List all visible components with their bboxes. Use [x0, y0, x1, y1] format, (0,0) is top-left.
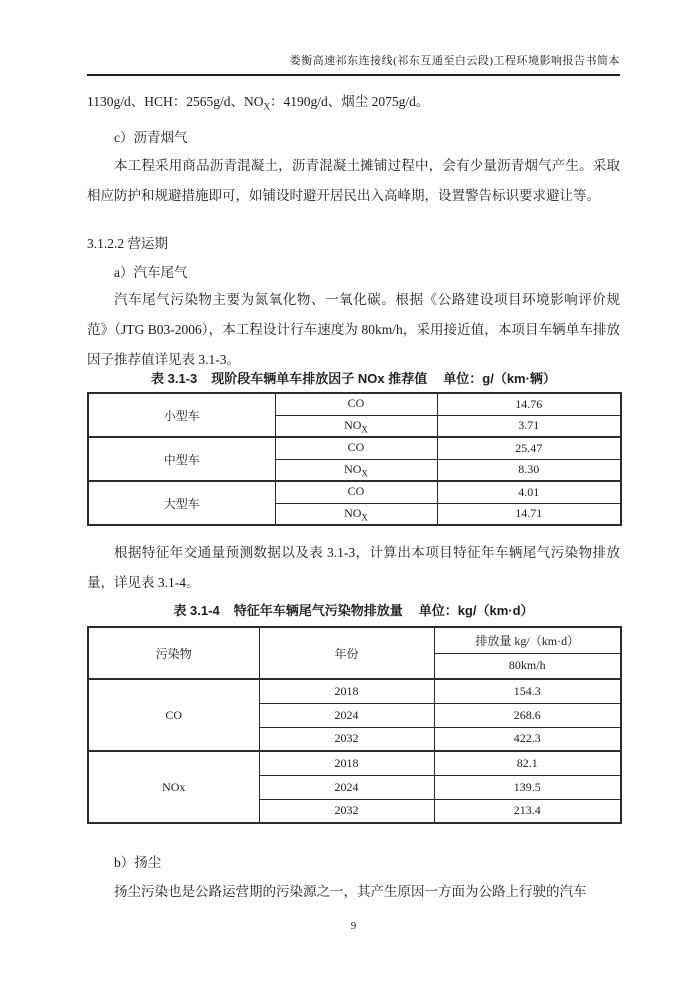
- table2-caption-label: 表 3.1-4: [173, 603, 220, 618]
- column-header-speed: 80km/h: [434, 653, 621, 679]
- pollutant-cell: [275, 415, 437, 437]
- column-header-year: 年份: [259, 627, 434, 679]
- pollutant-group-cell: NOx: [88, 751, 259, 823]
- paragraph-dust: 扬尘污染也是公路运营期的污染源之一，其产生原因一方面为公路上行驶的汽车: [114, 884, 587, 899]
- table-emission-factors: [87, 392, 622, 526]
- page-header: 娄衡高速祁东连接线(祁东互通至白云段)工程环境影响报告书简本: [289, 55, 620, 67]
- pollutant-label: NO: [344, 461, 362, 476]
- value-cell: 154.3: [434, 679, 621, 703]
- pollutant-cell: [275, 459, 437, 481]
- nox-subscript: X: [263, 101, 271, 112]
- table1-caption: [87, 368, 620, 387]
- value-cell: 25.47: [437, 437, 621, 459]
- header-rule: [87, 74, 620, 76]
- pollutant-subscript: X: [361, 511, 368, 522]
- column-header-pollutant: 污染物: [88, 627, 259, 679]
- pollutant-cell: [275, 437, 437, 459]
- year-cell: 2018: [259, 679, 434, 703]
- section-heading-3122: 3.1.2.2 营运期: [87, 236, 168, 251]
- value-cell: 139.5: [434, 775, 621, 799]
- section-heading-a: a）汽车尾气: [114, 265, 188, 280]
- year-cell: 2032: [259, 727, 434, 751]
- paragraph-calculation: 根据特征年交通量预测数据以及表 3.1-3，计算出本项目特征年车辆尾气污染物排放量，详见表 3.1-4。: [87, 545, 620, 590]
- value-cell: 14.71: [437, 503, 621, 525]
- year-cell: 2024: [259, 775, 434, 799]
- pollutant-cell: [275, 503, 437, 525]
- emission-text-post: ：4190g/d、烟尘 2075g/d。: [270, 94, 430, 109]
- column-header-emission: 排放量 kg/（km·d）: [434, 627, 621, 653]
- value-cell: 213.4: [434, 799, 621, 823]
- paragraph-vehicle-exhaust: 汽车尾气污染物主要为氮氧化物、一氧化碳。根据《公路建设项目环境影响评价规范》（JTG B03-2006），本工程设计行车速度为 80km/h，采用接近值，本项目车辆单车排放因子推荐值详见表 3.1-3。: [87, 292, 620, 367]
- pollutant-subscript: X: [361, 423, 368, 434]
- value-cell: 3.71: [437, 415, 621, 437]
- value-cell: 4.01: [437, 481, 621, 503]
- paragraph-asphalt-fume: 本工程采用商品沥青混凝土，沥青混凝土摊铺过程中，会有少量沥青烟气产生。采取相应防护和规避措施即可，如铺设时避开居民出入高峰期，设置警告标识要求避让等。: [87, 158, 620, 203]
- pollutant-label: CO: [347, 440, 365, 455]
- value-cell: 14.76: [437, 393, 621, 415]
- pollutant-cell: [275, 481, 437, 503]
- value-cell: 82.1: [434, 751, 621, 775]
- pollutant-label: NO: [344, 505, 362, 520]
- emission-summary-line: [87, 92, 620, 117]
- vehicle-type-cell: 小型车: [88, 393, 275, 437]
- table2-caption: [87, 600, 620, 619]
- year-cell: 2024: [259, 703, 434, 727]
- pollutant-label: CO: [347, 484, 365, 499]
- value-cell: 268.6: [434, 703, 621, 727]
- pollutant-cell: [275, 393, 437, 415]
- table1-caption-label: 表 3.1-3: [151, 371, 198, 386]
- pollutant-label: NO: [344, 417, 362, 432]
- year-cell: 2032: [259, 799, 434, 823]
- table1-caption-unit: 单位：g/（km·辆）: [443, 371, 556, 386]
- value-cell: 422.3: [434, 727, 621, 751]
- pollutant-subscript: X: [361, 467, 368, 478]
- table-annual-emissions: [87, 626, 622, 824]
- section-heading-c: c）沥青烟气: [114, 130, 188, 145]
- table2-caption-unit: 单位：kg/（km·d）: [418, 603, 534, 618]
- value-cell: 8.30: [437, 459, 621, 481]
- vehicle-type-cell: 大型车: [88, 481, 275, 525]
- year-cell: 2018: [259, 751, 434, 775]
- page-number: 9: [350, 920, 357, 932]
- pollutant-label: CO: [347, 396, 365, 411]
- table2-caption-title: 特征年车辆尾气污染物排放量: [233, 603, 403, 618]
- vehicle-type-cell: 中型车: [88, 437, 275, 481]
- section-heading-b: b）扬尘: [114, 855, 162, 870]
- pollutant-group-cell: CO: [88, 679, 259, 751]
- emission-text-pre: 1130g/d、HCH：2565g/d、NO: [87, 94, 264, 109]
- table1-caption-title: 现阶段车辆单车排放因子 NOx 推荐值: [211, 371, 428, 386]
